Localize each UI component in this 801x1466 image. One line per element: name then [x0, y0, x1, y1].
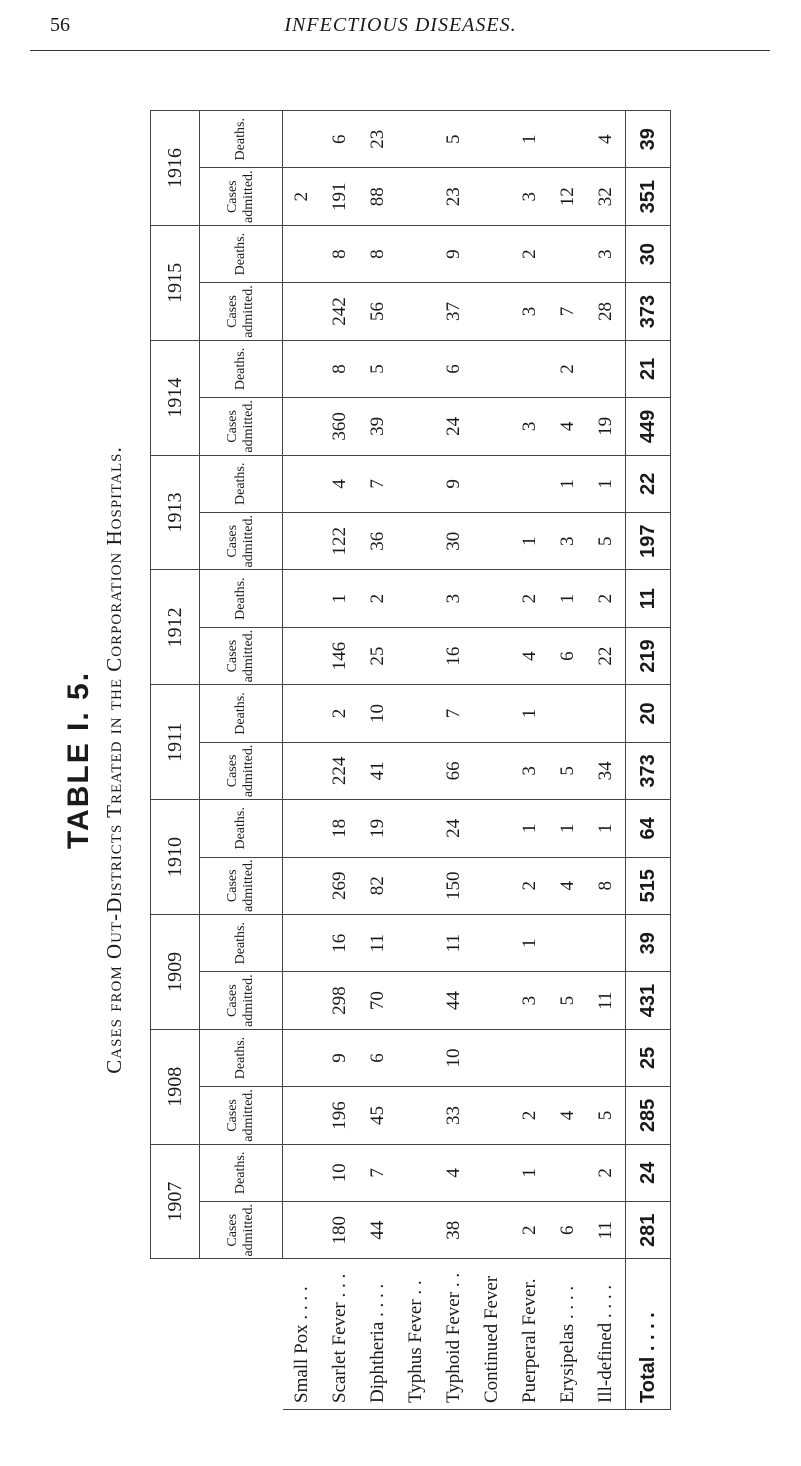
- cases-cell: 224: [321, 742, 359, 799]
- deaths-header: Deaths.: [200, 340, 283, 397]
- year-header: 1911: [151, 685, 200, 800]
- running-title: INFECTIOUS DISEASES.: [284, 14, 517, 36]
- cases-cell: 449: [626, 398, 671, 455]
- deaths-cell: 1: [511, 914, 549, 971]
- deaths-cell: [549, 685, 587, 742]
- cases-cell: 28: [587, 283, 626, 340]
- cases-cell: 5: [587, 1087, 626, 1144]
- cases-cell: 3: [511, 742, 549, 799]
- cases-cell: 298: [321, 972, 359, 1029]
- cases-cell: 197: [626, 513, 671, 570]
- year-header: 1908: [151, 1029, 200, 1144]
- deaths-cell: [511, 455, 549, 512]
- deaths-cell: 2: [511, 225, 549, 282]
- cases-cell: 219: [626, 627, 671, 684]
- deaths-cell: 20: [626, 685, 671, 742]
- cases-cell: 3: [511, 972, 549, 1029]
- cases-cell: 88: [359, 168, 397, 225]
- deaths-header: Deaths.: [200, 570, 283, 627]
- deaths-cell: [473, 570, 511, 627]
- deaths-cell: [397, 111, 435, 168]
- cases-cell: 30: [435, 513, 473, 570]
- cases-cell: 196: [321, 1087, 359, 1144]
- deaths-cell: [397, 1144, 435, 1201]
- deaths-cell: 11: [626, 570, 671, 627]
- cases-cell: 285: [626, 1087, 671, 1144]
- cases-cell: 373: [626, 742, 671, 799]
- cases-cell: 22: [587, 627, 626, 684]
- cases-cell: [397, 513, 435, 570]
- cases-cell: [473, 398, 511, 455]
- deaths-cell: [283, 570, 322, 627]
- cases-cell: 33: [435, 1087, 473, 1144]
- disease-name: Scarlet Fever . . .: [321, 1259, 359, 1410]
- cases-admitted-header: Cases admitted.: [200, 857, 283, 914]
- deaths-cell: [283, 455, 322, 512]
- cases-admitted-header: Cases admitted.: [200, 627, 283, 684]
- deaths-cell: [473, 340, 511, 397]
- cases-cell: [283, 972, 322, 1029]
- cases-cell: 11: [587, 972, 626, 1029]
- deaths-cell: 24: [626, 1144, 671, 1201]
- cases-cell: 38: [435, 1202, 473, 1259]
- cases-cell: [283, 1087, 322, 1144]
- sub-header-row: [200, 111, 283, 1410]
- deaths-cell: [587, 685, 626, 742]
- deaths-cell: [473, 225, 511, 282]
- cases-cell: 24: [435, 398, 473, 455]
- cases-cell: 25: [359, 627, 397, 684]
- table-title: Cases from Out-Districts Treated in the Corporation Hospitals.: [102, 446, 126, 1074]
- deaths-cell: 4: [321, 455, 359, 512]
- deaths-cell: 1: [511, 685, 549, 742]
- deaths-cell: [397, 570, 435, 627]
- cases-admitted-header: Cases admitted.: [200, 1202, 283, 1259]
- deaths-header: Deaths.: [200, 685, 283, 742]
- deaths-cell: 6: [321, 111, 359, 168]
- deaths-cell: 7: [359, 455, 397, 512]
- deaths-cell: 25: [626, 1029, 671, 1086]
- deaths-cell: [549, 1144, 587, 1201]
- disease-name: Puerperal Fever.: [511, 1259, 549, 1410]
- cases-cell: 515: [626, 857, 671, 914]
- deaths-cell: [283, 1144, 322, 1201]
- cases-cell: 12: [549, 168, 587, 225]
- cases-cell: 4: [511, 627, 549, 684]
- deaths-cell: 8: [359, 225, 397, 282]
- cases-cell: [397, 168, 435, 225]
- cases-cell: [397, 742, 435, 799]
- deaths-cell: 30: [626, 225, 671, 282]
- cases-cell: [283, 627, 322, 684]
- cases-cell: 4: [549, 1087, 587, 1144]
- cases-admitted-header: Cases admitted.: [200, 398, 283, 455]
- deaths-cell: [511, 1029, 549, 1086]
- deaths-cell: 18: [321, 800, 359, 857]
- deaths-header: Deaths.: [200, 455, 283, 512]
- cases-cell: 7: [549, 283, 587, 340]
- cases-cell: [397, 627, 435, 684]
- deaths-cell: [473, 455, 511, 512]
- cases-cell: 431: [626, 972, 671, 1029]
- deaths-cell: 9: [321, 1029, 359, 1086]
- cases-cell: 56: [359, 283, 397, 340]
- cases-cell: [473, 627, 511, 684]
- cases-admitted-header: Cases admitted.: [200, 972, 283, 1029]
- year-header: 1916: [151, 111, 200, 226]
- deaths-cell: 10: [321, 1144, 359, 1201]
- deaths-cell: 10: [435, 1029, 473, 1086]
- deaths-cell: 1: [549, 800, 587, 857]
- deaths-cell: 2: [359, 570, 397, 627]
- deaths-cell: 21: [626, 340, 671, 397]
- deaths-cell: 2: [511, 570, 549, 627]
- cases-cell: 34: [587, 742, 626, 799]
- year-header: 1912: [151, 570, 200, 685]
- cases-cell: [473, 168, 511, 225]
- deaths-cell: [473, 1029, 511, 1086]
- deaths-header: Deaths.: [200, 225, 283, 282]
- cases-cell: 44: [435, 972, 473, 1029]
- table-caption: [60, 110, 150, 1410]
- cases-cell: 4: [549, 857, 587, 914]
- cases-cell: 191: [321, 168, 359, 225]
- deaths-cell: 22: [626, 455, 671, 512]
- cases-cell: [473, 1202, 511, 1259]
- year-header: 1914: [151, 340, 200, 455]
- cases-cell: 180: [321, 1202, 359, 1259]
- cases-cell: 2: [511, 1087, 549, 1144]
- year-header: 1913: [151, 455, 200, 570]
- deaths-cell: [283, 111, 322, 168]
- table-row: [359, 111, 397, 1410]
- deaths-cell: [587, 1029, 626, 1086]
- cases-cell: 8: [587, 857, 626, 914]
- cases-cell: 150: [435, 857, 473, 914]
- deaths-cell: [473, 111, 511, 168]
- deaths-header: Deaths.: [200, 1029, 283, 1086]
- cases-cell: 2: [283, 168, 322, 225]
- cases-table: [150, 110, 671, 1410]
- deaths-cell: 8: [321, 225, 359, 282]
- deaths-cell: [397, 455, 435, 512]
- cases-cell: 82: [359, 857, 397, 914]
- deaths-cell: [549, 225, 587, 282]
- cases-cell: 19: [587, 398, 626, 455]
- cases-cell: 37: [435, 283, 473, 340]
- deaths-header: Deaths.: [200, 800, 283, 857]
- deaths-cell: 1: [549, 455, 587, 512]
- deaths-cell: 5: [435, 111, 473, 168]
- year-header: 1909: [151, 914, 200, 1029]
- table-row: [549, 111, 587, 1410]
- cases-cell: 6: [549, 1202, 587, 1259]
- page-number: 56: [50, 14, 70, 36]
- disease-name: Diphtheria . . . .: [359, 1259, 397, 1410]
- deaths-cell: [397, 800, 435, 857]
- table-label: TABLE I. 5.: [62, 670, 95, 850]
- table-body: [283, 111, 671, 1410]
- cases-cell: 3: [549, 513, 587, 570]
- cases-cell: 122: [321, 513, 359, 570]
- table-row: [397, 111, 435, 1410]
- disease-name: Small Pox . . . .: [283, 1259, 322, 1410]
- cases-cell: [397, 972, 435, 1029]
- deaths-header: Deaths.: [200, 1144, 283, 1201]
- cases-cell: [283, 398, 322, 455]
- cases-cell: 1: [511, 513, 549, 570]
- deaths-cell: [473, 800, 511, 857]
- deaths-cell: 1: [511, 111, 549, 168]
- deaths-cell: [397, 1029, 435, 1086]
- disease-name: Typhoid Fever . .: [435, 1259, 473, 1410]
- cases-cell: 3: [511, 283, 549, 340]
- deaths-cell: 3: [587, 225, 626, 282]
- deaths-cell: 2: [549, 340, 587, 397]
- deaths-cell: 64: [626, 800, 671, 857]
- deaths-cell: [473, 685, 511, 742]
- deaths-cell: 6: [435, 340, 473, 397]
- deaths-cell: 4: [587, 111, 626, 168]
- table-row: [435, 111, 473, 1410]
- cases-cell: 16: [435, 627, 473, 684]
- deaths-cell: 19: [359, 800, 397, 857]
- deaths-cell: 1: [511, 1144, 549, 1201]
- disease-name: Ill-defined . . . .: [587, 1259, 626, 1410]
- cases-cell: [283, 857, 322, 914]
- cases-cell: 6: [549, 627, 587, 684]
- cases-cell: 11: [587, 1202, 626, 1259]
- disease-column-header: [151, 1259, 283, 1410]
- cases-cell: 45: [359, 1087, 397, 1144]
- deaths-cell: [397, 685, 435, 742]
- deaths-cell: [397, 340, 435, 397]
- cases-cell: 242: [321, 283, 359, 340]
- cases-cell: [397, 1202, 435, 1259]
- cases-cell: 23: [435, 168, 473, 225]
- deaths-cell: 10: [359, 685, 397, 742]
- deaths-cell: [549, 111, 587, 168]
- cases-cell: 5: [587, 513, 626, 570]
- deaths-cell: 11: [359, 914, 397, 971]
- cases-cell: 5: [549, 742, 587, 799]
- cases-cell: [283, 1202, 322, 1259]
- deaths-cell: [283, 1029, 322, 1086]
- deaths-cell: [283, 340, 322, 397]
- cases-cell: [283, 283, 322, 340]
- deaths-cell: 9: [435, 225, 473, 282]
- year-header-row: [151, 111, 200, 1410]
- cases-cell: 36: [359, 513, 397, 570]
- deaths-cell: 16: [321, 914, 359, 971]
- year-header: 1915: [151, 225, 200, 340]
- deaths-cell: 11: [435, 914, 473, 971]
- deaths-cell: 1: [511, 800, 549, 857]
- deaths-cell: 3: [435, 570, 473, 627]
- year-header: 1910: [151, 800, 200, 915]
- deaths-cell: [283, 685, 322, 742]
- cases-cell: 281: [626, 1202, 671, 1259]
- cases-cell: [283, 742, 322, 799]
- deaths-cell: 2: [321, 685, 359, 742]
- deaths-cell: [473, 1144, 511, 1201]
- deaths-cell: [549, 914, 587, 971]
- deaths-cell: [283, 914, 322, 971]
- cases-cell: 373: [626, 283, 671, 340]
- cases-cell: 44: [359, 1202, 397, 1259]
- deaths-cell: [549, 1029, 587, 1086]
- cases-cell: 70: [359, 972, 397, 1029]
- cases-cell: 2: [511, 857, 549, 914]
- deaths-cell: [473, 914, 511, 971]
- cases-admitted-header: Cases admitted.: [200, 742, 283, 799]
- deaths-cell: [397, 225, 435, 282]
- total-row: [626, 111, 671, 1410]
- deaths-cell: 39: [626, 914, 671, 971]
- cases-cell: 41: [359, 742, 397, 799]
- cases-admitted-header: Cases admitted.: [200, 1087, 283, 1144]
- cases-cell: 39: [359, 398, 397, 455]
- deaths-cell: [397, 914, 435, 971]
- disease-name: Typhus Fever . .: [397, 1259, 435, 1410]
- cases-cell: [397, 1087, 435, 1144]
- deaths-cell: 1: [321, 570, 359, 627]
- deaths-cell: [511, 340, 549, 397]
- deaths-cell: 39: [626, 111, 671, 168]
- cases-cell: 32: [587, 168, 626, 225]
- cases-cell: [473, 283, 511, 340]
- deaths-cell: 4: [435, 1144, 473, 1201]
- cases-cell: 5: [549, 972, 587, 1029]
- page-header: [0, 12, 801, 52]
- cases-cell: 3: [511, 398, 549, 455]
- cases-cell: 146: [321, 627, 359, 684]
- deaths-cell: 8: [321, 340, 359, 397]
- deaths-cell: 5: [359, 340, 397, 397]
- cases-cell: [283, 513, 322, 570]
- table-row: [511, 111, 549, 1410]
- cases-cell: 351: [626, 168, 671, 225]
- cases-admitted-header: Cases admitted.: [200, 513, 283, 570]
- deaths-cell: [283, 225, 322, 282]
- deaths-cell: [283, 800, 322, 857]
- cases-cell: 269: [321, 857, 359, 914]
- header-rule: [30, 50, 770, 51]
- cases-admitted-header: Cases admitted.: [200, 168, 283, 225]
- cases-cell: [473, 742, 511, 799]
- cases-cell: 66: [435, 742, 473, 799]
- cases-cell: [397, 283, 435, 340]
- cases-cell: [473, 513, 511, 570]
- deaths-cell: 24: [435, 800, 473, 857]
- rotated-table-block: [60, 110, 740, 1410]
- deaths-cell: 2: [587, 1144, 626, 1201]
- deaths-header: Deaths.: [200, 914, 283, 971]
- deaths-header: Deaths.: [200, 111, 283, 168]
- table-row: [587, 111, 626, 1410]
- cases-cell: [473, 1087, 511, 1144]
- cases-cell: [473, 972, 511, 1029]
- deaths-cell: 1: [587, 455, 626, 512]
- cases-cell: 4: [549, 398, 587, 455]
- deaths-cell: 1: [587, 800, 626, 857]
- cases-cell: 3: [511, 168, 549, 225]
- table-row: [473, 111, 511, 1410]
- cases-cell: 2: [511, 1202, 549, 1259]
- deaths-cell: 9: [435, 455, 473, 512]
- cases-cell: [397, 398, 435, 455]
- table-row: [321, 111, 359, 1410]
- cases-cell: [473, 857, 511, 914]
- table-row: [283, 111, 322, 1410]
- deaths-cell: 2: [587, 570, 626, 627]
- cases-cell: 360: [321, 398, 359, 455]
- year-header: 1907: [151, 1144, 200, 1259]
- disease-name: Total . . . .: [626, 1259, 671, 1410]
- deaths-cell: [587, 340, 626, 397]
- deaths-cell: 23: [359, 111, 397, 168]
- deaths-cell: 7: [435, 685, 473, 742]
- deaths-cell: 7: [359, 1144, 397, 1201]
- disease-name: Continued Fever: [473, 1259, 511, 1410]
- deaths-cell: 1: [549, 570, 587, 627]
- cases-cell: [397, 857, 435, 914]
- deaths-cell: [587, 914, 626, 971]
- disease-name: Erysipelas . . . .: [549, 1259, 587, 1410]
- cases-admitted-header: Cases admitted.: [200, 283, 283, 340]
- deaths-cell: 6: [359, 1029, 397, 1086]
